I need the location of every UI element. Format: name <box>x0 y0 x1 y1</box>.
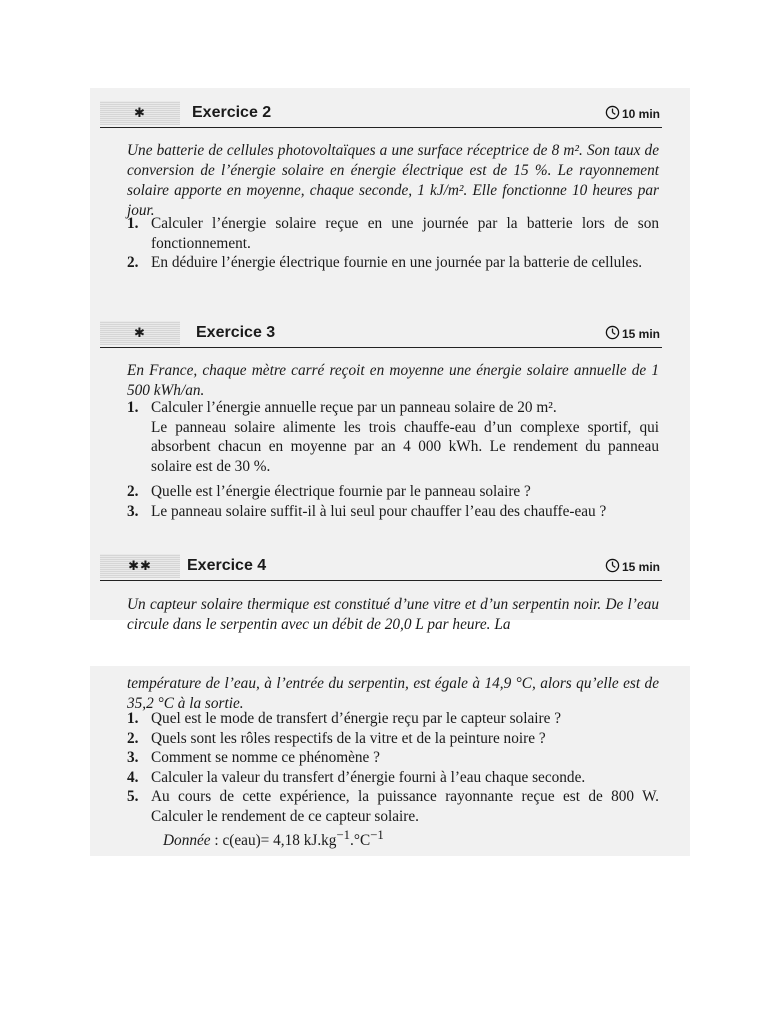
question-number: 5. <box>127 788 139 805</box>
question-text: Calculer la valeur du transfert d’énergie fourni à l’eau chaque seconde. <box>151 768 586 786</box>
question <box>127 787 659 826</box>
question-text: Calculer l’énergie solaire reçue en une journée par la batterie lors de son fonctionnement. <box>151 215 659 252</box>
exponent: −1 <box>370 828 384 842</box>
difficulty-stars: ✱✱ <box>100 554 180 578</box>
question-number: 2. <box>127 729 139 747</box>
question-number: 1. <box>127 215 139 232</box>
given-data-unit: .°C <box>350 832 371 850</box>
exercise-2-questions <box>127 214 659 273</box>
exercise-2-header <box>100 101 662 128</box>
exponent: −1 <box>336 828 351 842</box>
question <box>127 482 659 502</box>
difficulty-stars: ✱ <box>100 321 180 345</box>
exercise-2-statement: Une batterie de cellules photovoltaïques a une surface réceptrice de 8 m². Son taux de conversion de l’énergie solaire en énergie électrique est de 15 %. Le rayonnement solaire apporte en moyenne, chaque seconde, 1 kJ/m². Elle fonctionne 10 heures par jour. <box>127 142 659 219</box>
exercise-4-header <box>100 554 662 581</box>
exercise-4-statement: Un capteur solaire thermique est constitué d’une vitre et d’un serpentin noir. De l’eau circule dans le serpentin avec un débit de 20,0 L par heure. La <box>127 596 659 633</box>
question <box>127 398 659 476</box>
exercise-title: Exercice 4 <box>187 557 267 574</box>
question-text: Le panneau solaire suffit-il à lui seul pour chauffer l’eau des chauffe-eau ? <box>151 502 607 520</box>
given-data-label: Donnée <box>163 832 211 850</box>
question <box>127 729 659 749</box>
duration <box>605 558 660 576</box>
question-text: Au cours de cette expérience, la puissance rayonnante reçue est de 800 W. Calculer le rendement de ce capteur solaire. <box>151 788 659 825</box>
question-number: 4. <box>127 768 139 786</box>
duration-text: 15 min <box>621 327 660 341</box>
exercise-title: Exercice 3 <box>196 324 276 341</box>
question-text: Quelle est l’énergie électrique fournie par le panneau solaire ? <box>151 483 531 500</box>
question <box>127 768 659 788</box>
question-text: Calculer l’énergie annuelle reçue par un panneau solaire de 20 m². <box>151 399 557 416</box>
exercise-4-questions <box>127 709 659 850</box>
question-text: En déduire l’énergie électrique fournie en une journée par la batterie de cellules. <box>151 254 643 271</box>
question-number: 2. <box>127 483 139 500</box>
question-number: 3. <box>127 749 139 766</box>
exercise-3-header <box>100 321 662 348</box>
exercise-3-statement: En France, chaque mètre carré reçoit en moyenne une énergie solaire annuelle de 1 500 kWh/an. <box>127 362 659 399</box>
question <box>127 709 659 729</box>
clock-icon <box>605 105 620 123</box>
question-context: Le panneau solaire alimente les trois chauffe-eau d’un complexe sportif, qui absorbent chacun en moyenne par an 4 000 kWh. Le rendement du panneau solaire est de 30 %. <box>151 418 659 475</box>
clock-icon <box>605 325 620 343</box>
question-number: 2. <box>127 254 139 271</box>
duration-text: 15 min <box>621 560 660 574</box>
given-data-text: : c(eau)= 4,18 kJ.kg <box>210 832 337 850</box>
exercise-4-statement-continued: température de l’eau, à l’entrée du serpentin, est égale à 14,9 °C, alors qu’elle est de 35,2 °C à la sortie. <box>127 675 659 712</box>
question-number: 1. <box>127 710 139 727</box>
clock-icon <box>605 558 620 576</box>
question <box>127 502 659 522</box>
question-text: Comment se nomme ce phénomène ? <box>151 749 380 766</box>
duration-text: 10 min <box>621 107 660 121</box>
question-text: Quel est le mode de transfert d’énergie reçu par le capteur solaire ? <box>151 710 561 727</box>
question <box>127 748 659 768</box>
question <box>127 214 659 253</box>
difficulty-stars: ✱ <box>100 101 180 125</box>
given-data <box>127 826 659 850</box>
question-number: 3. <box>127 502 139 520</box>
exercise-title: Exercice 2 <box>192 104 272 121</box>
question-text: Quels sont les rôles respectifs de la vitre et de la peinture noire ? <box>151 729 546 747</box>
exercise-3-questions <box>127 398 659 521</box>
question-number: 1. <box>127 399 139 416</box>
duration <box>605 325 660 343</box>
duration <box>605 105 660 123</box>
question <box>127 253 659 273</box>
